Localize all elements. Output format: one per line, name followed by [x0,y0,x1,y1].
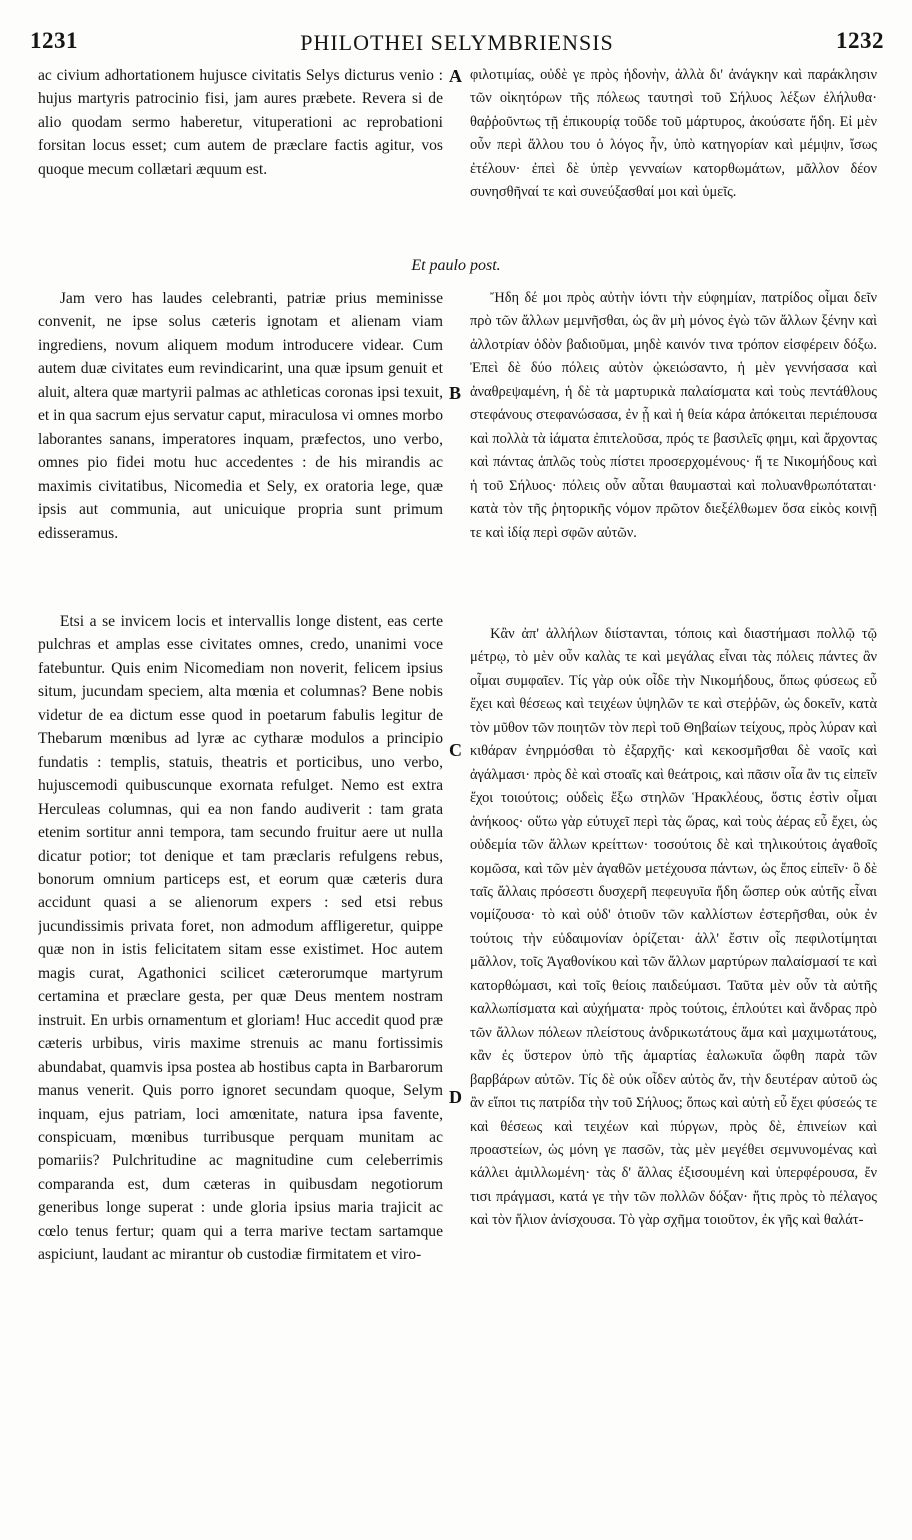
margin-letter-d: D [449,1087,462,1107]
latin-column-top [38,64,443,204]
greek-paragraph: φιλοτιμίας, οὐδὲ γε πρὸς ἡδονὴν, ἀλλὰ δι' ἀνάγκην καὶ παράκλησιν τῶν οἰκητόρων τῆς πόλεως ταυτησὶ τοῦ Σήλυος λέξων ἐλήλυθα· θαῤῥοῦντως τῇ ἐπικουρίᾳ τοῦδε τοῦ μάρτυρος, ἀκούσατε ἤδη. Εἰ μὲν οὖν περὶ ἄλλου του ὁ λόγος ἦν, ὑπὸ κατηγορίαν καὶ μέμψιν, ἴσως ἐτέλουν· ἐπεὶ δὲ ὑπὲρ γενναίων κατορθωμάτων, μᾶλλον δέον συνησθῆναί τε καὶ συνεύξασθαί μοι καὶ ὑμεῖς. [470,67,877,201]
greek-paragraph: Ἤδη δέ μοι πρὸς αὐτὴν ἰόντι τὴν εὐφημίαν, πατρίδος οἶμαι δεῖν πρὸ τῶν ἄλλων μεμνῆσθαι, ὡς ἂν μὴ μόνος ἐγὼ τῶν ἄλλων ξένην καὶ ἀλλοτρίαν ὁδὸν βαδιοῦμαι, μηδὲ καινόν τινα τρόπον εἰσφέρειν δόξω. Ἐπεὶ δὲ δύο πόλεις αὐτὸν ᾠκειώσαντο, ἡ μὲν γεννήσασα καὶ ἀναθρεψαμένη, ἡ δὲ τὰ μαρτυρικὰ παλαίσματα καὶ τοὺς πεντάθλους στεφάνους στεφανώσασα, ἐν ᾗ καὶ ἡ θεία κάρα ἀπόκειται περιέπουσα καὶ πολλὰ τὰ ἰάματα ἐπιτελοῦσα, πρός τε βασιλεῖς φημι, καὶ ἄρχοντας καὶ πάντας ἁπλῶς τοὺς πίστει προσερχομένους· ἥ τε Νικομήδους καὶ ἡ τοῦ Σήλυος· πόλεις οὖν αὗται θαυμασταὶ καὶ πολυανθρωπόταται· κατὰ τὸν τῆς ῥητορικῆς νόμον πρῶτον διεξέλθωμεν ὅσα εἰκὸς κοινῇ τε καὶ ἰδίᾳ περὶ σφῶν αὐτῶν. [470,290,877,541]
latin-column-section-2 [38,287,443,592]
greek-column-section-2 [470,287,877,622]
running-header [30,24,884,58]
section-heading: Et paulo post. [411,257,501,274]
greek-column-top [470,64,877,256]
margin-letter-a: A [449,66,462,86]
page-number-right: 1232 [836,28,884,53]
page-number-left: 1231 [30,28,78,53]
latin-paragraph: Etsi a se invicem locis et intervallis longe distent, eas certe pulchras et amplas esse civitates omnes, credo, unanimi voce fatebuntur. Quis enim Nicomediam non noverit, felicem ipsius situm, jucundam speciem, alta mœnia et columnas? Bene nobis videtur de ea dictum esse quod in poetarum fabulis legitur de Thebarum mœnibus ad lyræ ac cytharæ modulos a principio fundatis : templis, statuis, theatris et porticibus, uno verbo, hujuscemodi quibuscunque exornata refulget. Nemo est extra Herculeas columnas, qui ea non fando audiverit : tam grata etenim sortitur anni tempora, tam secundo fruitur aere ut nulla dicatur potior; tot denique et tam præclaris refulgens rebus, bonorum omnium particeps est, et eorum quæ cæteris dura accidunt quasi a se alienorum expers : sed etsi rebus jucundissimis privata foret, non admodum affligeretur, quippe quæ non in istis felicitatem sitam esse existimet. Hoc autem magis curat, Agathonici scilicet cæterorumque martyrum certamina et præclare gesta, per quæ Deus mentem nostram instruit. En urbis ornamentum et gloriam! Huc accedit quod præ cæteris urbibus, viris maxime strenuis ac manu fortissimis abundabat, quamvis ipsa postea ab hostibus capta in Barbarorum manus venerit. Quis porro ignoret secundam quoque, Selym inquam, ejus patriam, loci amœnitate, natura ipsa favente, conspicuam, mœnibus turribusque perquam munitam ac pomariis? Pulchritudine ac magnitudine cum celeberrimis comparanda est, dum cæteras in quibusdam negotiorum generibus longe superat : unde gloria ipsius maria trajicit ac cœlo tenus fertur; quam qui a terra marive tectam sartamque aspiciunt, laudant ac mirantur ob custodiæ firmitatem et viro- [38,613,443,1264]
latin-paragraph: Jam vero has laudes celebranti, patriæ prius meminisse convenit, ne ipse solus cæteris ignotam et alienam viam ingrediens, novum aliquem modum introducere videar. Cum autem duæ civitates eum revindicarint, una quæ ipsum genuit et aluit, altera quæ martyrii palmas ac athleticas coronas ipsi texuit, et in qua sacrum ejus servatur caput, miraculosa vi omnes morbo laborantes sanans, imperatores inquam, præfectos, uno verbo, omnes pio fidei motu huc accedentes : de his mirandis ac maximis civitatibus, Nicomedia et Sely, ex oratoria lege, quæ ipsis aut communia, aut unicuique propria sunt primum edisseramus. [38,290,443,542]
greek-paragraph: Κἂν ἀπ' ἀλλήλων διίστανται, τόποις καὶ διαστήμασι πολλῷ τῷ μέτρῳ, τὸ μὲν οὖν καλὰς τε καὶ μεγάλας εἶναι τὰς πόλεις πάντες ἂν οἶμαι συμφαῖεν. Τίς γὰρ οὐκ οἶδε τὴν Νικομήδους, ὅπως φύσεως εὖ ἔχει καὶ θέσεως καὶ τειχέων ὑψηλῶν τε καὶ στεῤῥῶν, ὡς δοκεῖν, κατὰ τὸν μῦθον τῶν ποιητῶν τὸν περὶ τοῦ Θηβαίων τείχους, πρὸς λύραν καὶ κιθάραν ἐνηρμόσθαι τὸ ἐξαρχῆς· καὶ κεκοσμῆσθαι δὲ ναοῖς καὶ ἀγάλμασι· πρὸς δὲ καὶ στοαῖς καὶ θεάτροις, καὶ πᾶσιν οἷα ἂν τις εἰπεῖν ἔχοι τοιούτοις; οὐδεὶς ἔξω στηλῶν Ἡρακλέους, ὅστις ἐστὶν οἶμαι ἀνήκοος· οὕτω γὰρ εὐτυχεῖ περὶ τὰς ὥρας, καὶ τοὺς ἀέρας εὖ ἔχει, ὡς οὐδεμία τῶν ἄλλων κρείττων· τοσούτοις δὲ καὶ τηλικούτοις ἀγαθοῖς κομῶσα, καὶ τῶν μὲν ἀγαθῶν μετέχουσα πάντων, ὡς ἔπος εἰπεῖν· ὃ δὲ ταῖς ἄλλαις πρόσεστι δυσχερῆ πεφευγυῖα ἤδη ὥσπερ οὐκ αὐτῆς εἶναι νομίζουσα· τὸ καὶ οὐδ' ὁτιοῦν τῶν καλλίστων ἐστερῆσθαι, οὐκ ἐν τούτοις τὴν εὐδαιμονίαν ὁρίζεται· ἀλλ' ἔστιν οἷς πεφιλοτίμηται μᾶλλον, τοῖς Ἀγαθονίκου καὶ τῶν ἄλλων μαρτύρων παλαίσμασί τε καὶ κατορθώμασι, καὶ τοῖς θείοις παιδεύμασι. Ταῦτα μὲν οὖν τὰ αὐτῆς καλλωπίσματα καὶ αὐχήματα· πρὸς τούτοις, ἐπλούτει καὶ ἄνδρας πρὸ τῶν ἄλλων πόλεων πλείστους ἀνδρικωτάτους ἅμα καὶ μαχιμωτάτους, κἂν ἐς ὕστερον ὑπὸ τῆς ἁμαρτίας ἑαλωκυῖα ὤφθη παρὰ τῶν βαρβάρων αὐτῶν. Τίς δὲ οὐκ οἶδεν αὐτὸς ἄν, τὴν δευτέραν αὐτοῦ ὡς ἂν εἴποι τις πατρίδα τὴν τοῦ Σήλυος; ὅπως καὶ αὐτὴ εὖ ἔχει φύσεώς τε καὶ θέσεως καὶ τειχέων καὶ πύργων, πρὸς δὲ, ἐπινείων καὶ προαστείων, ὡς μόνη γε πασῶν, τὰς μὲν μεγέθει σεμνυνομένας καὶ κάλλει ἁμιλλωμένη· τὰς δ' ἄλλας ἐξισουμένη καὶ ὑπερφέρουσα, ἔν τισι πράγμασι, κατά γε τὴν τῶν πολλῶν δόξαν· ἥτις πρὸς τὸ πέλαγος καὶ τὸν ἥλιον ἀνίσχουσα. Τὸ γὰρ σχῆμα τοιοῦτον, ἐκ γῆς καὶ θαλάτ- [470,626,877,1229]
running-title: PHILOTHEI SELYMBRIENSIS [300,30,614,55]
latin-column-section-3 [38,610,443,1538]
margin-letter-b: B [449,383,462,403]
latin-paragraph: ac civium adhortationem hujusce civitatis Selys dicturus venio : hujus martyris patrocinio fisi, jam aures præbete. Revera si de alio quodam sermo haberetur, vituperationi ac reprobationi forsitan locus esset; cum autem de præclare factis agitur, vos quoque mecum collætari æquum est. [38,67,443,178]
margin-letter-c: C [449,740,462,760]
greek-column-section-3 [470,623,877,1538]
